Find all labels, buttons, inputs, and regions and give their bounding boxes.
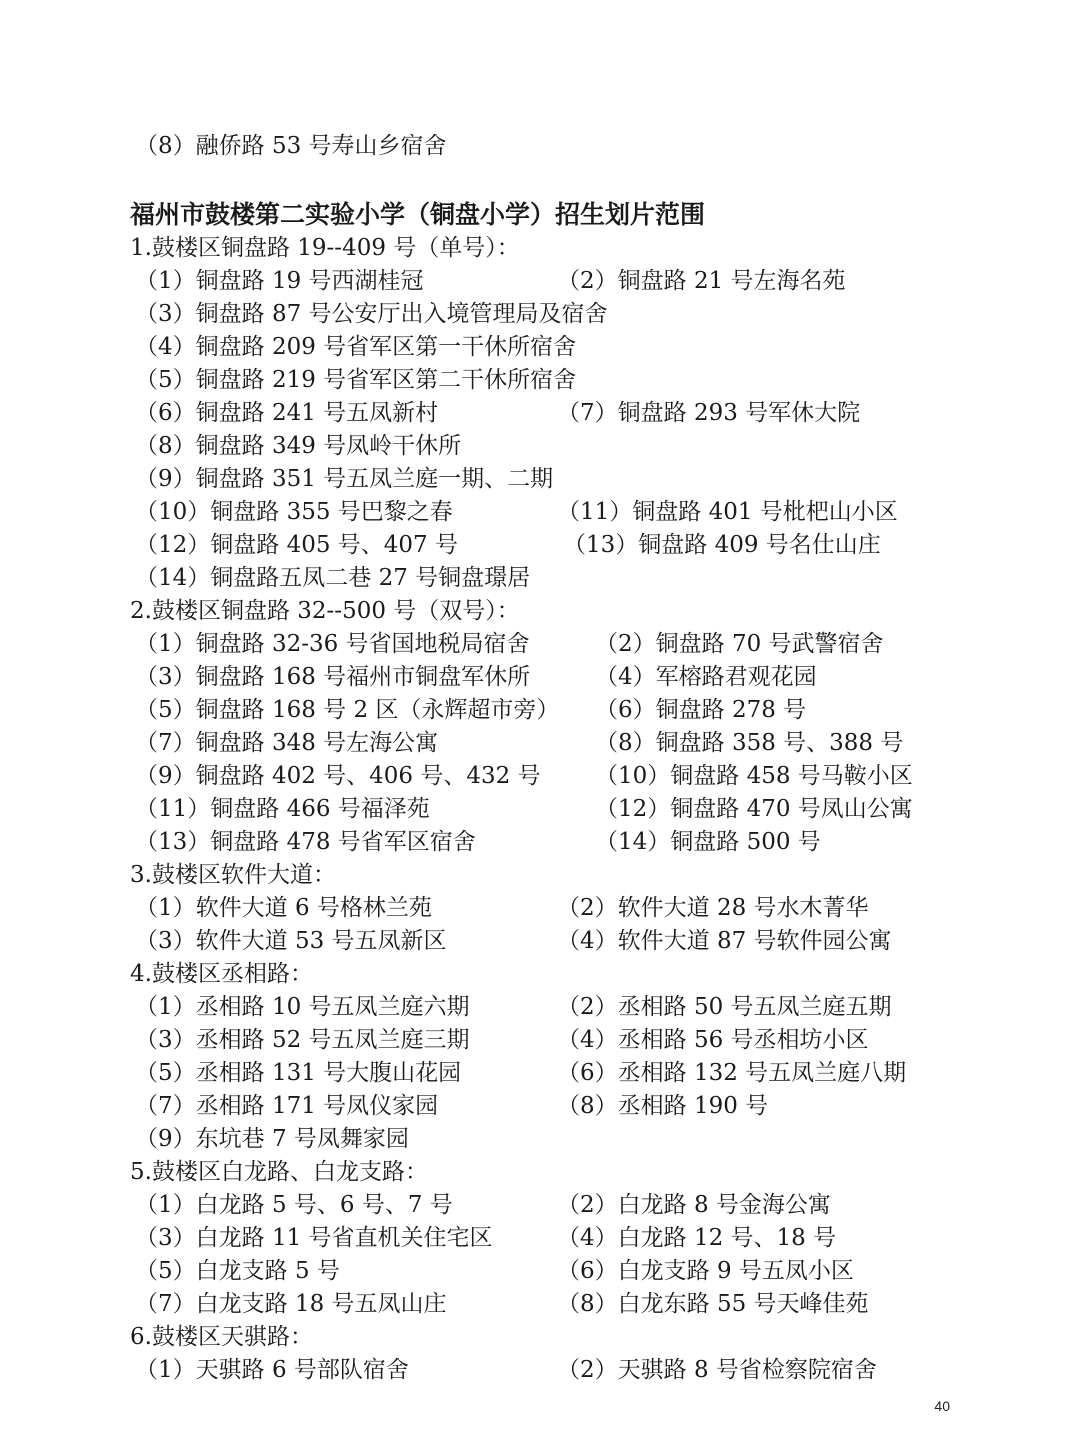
list-item: （5）丞相路 131 号大腹山花园: [135, 1060, 462, 1086]
list-row: [0, 760, 1080, 793]
list-row: [0, 1288, 1080, 1321]
list-item: （2）白龙路 8 号金海公寓: [557, 1192, 831, 1218]
section-title: [0, 859, 1080, 892]
list-item: [0, 130, 1080, 163]
list-row: [0, 892, 1080, 925]
list-item: （8）白龙东路 55 号天峰佳苑: [557, 1291, 869, 1317]
list-item: （13）铜盘路 409 号名仕山庄: [563, 532, 881, 558]
list-item: （11）铜盘路 466 号福泽苑: [135, 796, 430, 822]
section-2-title: 2.鼓楼区铜盘路 32--500 号（双号）：: [130, 598, 520, 624]
list-item: （11）铜盘路 401 号枇杷山小区: [557, 499, 898, 525]
list-row: [0, 364, 1080, 397]
list-row: [0, 661, 1080, 694]
list-item: （5）铜盘路 219 号省军区第二干休所宿舍: [135, 367, 577, 393]
list-item: （9）铜盘路 351 号五凤兰庭一期、二期: [135, 466, 554, 492]
list-row: [0, 397, 1080, 430]
list-row: [0, 331, 1080, 364]
list-item: （4）军榕路君观花园: [595, 664, 817, 690]
list-item: （8）铜盘路 349 号凤岭干休所: [135, 433, 462, 459]
list-item: （4）铜盘路 209 号省军区第一干休所宿舍: [135, 334, 577, 360]
list-item: （7）铜盘路 293 号军休大院: [557, 400, 861, 426]
section-title: [0, 1156, 1080, 1189]
list-item: （7）丞相路 171 号凤仪家园: [135, 1093, 439, 1119]
list-row: [0, 529, 1080, 562]
list-item: （14）铜盘路五凤二巷 27 号铜盘璟居: [135, 565, 531, 591]
list-item: （3）铜盘路 168 号福州市铜盘军休所: [135, 664, 531, 690]
list-item: （3）软件大道 53 号五凤新区: [135, 928, 447, 954]
list-row: [0, 496, 1080, 529]
list-row: [0, 1189, 1080, 1222]
list-row: [0, 1222, 1080, 1255]
list-item: （7）铜盘路 348 号左海公寓: [135, 730, 439, 756]
section-4-title: 4.鼓楼区丞相路：: [130, 961, 313, 987]
list-item: （7）白龙支路 18 号五凤山庄: [135, 1291, 447, 1317]
list-item: （3）铜盘路 87 号公安厅出入境管理局及宿舍: [135, 301, 608, 327]
section-title: [0, 1321, 1080, 1354]
list-item: （6）白龙支路 9 号五凤小区: [557, 1258, 854, 1284]
list-row: [0, 991, 1080, 1024]
list-item: （6）丞相路 132 号五凤兰庭八期: [557, 1060, 907, 1086]
list-row: [0, 1024, 1080, 1057]
section-6-title: 6.鼓楼区天骐路：: [130, 1324, 313, 1350]
list-item: （3）白龙路 11 号省直机关住宅区: [135, 1225, 493, 1251]
list-item: （5）铜盘路 168 号 2 区（永辉超市旁）: [135, 697, 560, 723]
list-item: （2）丞相路 50 号五凤兰庭五期: [557, 994, 892, 1020]
list-item: （4）白龙路 12 号、18 号: [557, 1225, 837, 1251]
list-item: （2）铜盘路 21 号左海名苑: [557, 268, 846, 294]
list-item: （12）铜盘路 405 号、407 号: [135, 532, 458, 558]
list-item: （5）白龙支路 5 号: [135, 1258, 340, 1284]
list-item: （8）铜盘路 358 号、388 号: [595, 730, 904, 756]
list-row: [0, 1354, 1080, 1387]
list-item: （2）铜盘路 70 号武警宿舍: [595, 631, 884, 657]
list-row: [0, 694, 1080, 727]
list-item: （1）软件大道 6 号格林兰苑: [135, 895, 432, 921]
list-item: （2）软件大道 28 号水木菁华: [557, 895, 869, 921]
list-item: （1）丞相路 10 号五凤兰庭六期: [135, 994, 470, 1020]
page-number: 40: [934, 1398, 950, 1414]
list-item: （1）铜盘路 32-36 号省国地税局宿舍: [135, 631, 530, 657]
list-item: （1）天骐路 6 号部队宿舍: [135, 1357, 409, 1383]
list-item: （6）铜盘路 241 号五凤新村: [135, 400, 439, 426]
section-5-title: 5.鼓楼区白龙路、白龙支路：: [130, 1159, 428, 1185]
list-row: [0, 1255, 1080, 1288]
list-row: [0, 793, 1080, 826]
list-row: [0, 298, 1080, 331]
list-item: （4）丞相路 56 号丞相坊小区: [557, 1027, 869, 1053]
list-item: （4）软件大道 87 号软件园公寓: [557, 928, 892, 954]
section-1-title: 1.鼓楼区铜盘路 19--409 号（单号）：: [130, 235, 520, 261]
list-item: （10）铜盘路 458 号马鞍小区: [595, 763, 913, 789]
list-item: （13）铜盘路 478 号省军区宿舍: [135, 829, 476, 855]
list-row: [0, 1057, 1080, 1090]
list-row: [0, 628, 1080, 661]
list-item: （10）铜盘路 355 号巴黎之春: [135, 499, 453, 525]
section-title: [0, 232, 1080, 265]
list-row: [0, 430, 1080, 463]
list-row: [0, 265, 1080, 298]
list-item: （8）丞相路 190 号: [557, 1093, 769, 1119]
list-row: [0, 1090, 1080, 1123]
list-item: （1）白龙路 5 号、6 号、7 号: [135, 1192, 453, 1218]
section-3-title: 3.鼓楼区软件大道：: [130, 862, 336, 888]
section-title: [0, 595, 1080, 628]
heading-text: 福州市鼓楼第二实验小学（铜盘小学）招生划片范围: [130, 200, 706, 229]
list-row: [0, 727, 1080, 760]
list-item: （14）铜盘路 500 号: [595, 829, 821, 855]
list-row: [0, 463, 1080, 496]
list-item: （1）铜盘路 19 号西湖桂冠: [135, 268, 424, 294]
list-row: [0, 562, 1080, 595]
list-row: [0, 1123, 1080, 1156]
list-item: （3）丞相路 52 号五凤兰庭三期: [135, 1027, 470, 1053]
list-item: （2）天骐路 8 号省检察院宿舍: [557, 1357, 877, 1383]
page-title: [0, 198, 1080, 231]
list-item: （9）东坑巷 7 号凤舞家园: [135, 1126, 409, 1152]
list-row: [0, 925, 1080, 958]
list-item: （12）铜盘路 470 号凤山公寓: [595, 796, 913, 822]
list-item: （6）铜盘路 278 号: [595, 697, 807, 723]
list-item: （9）铜盘路 402 号、406 号、432 号: [135, 763, 541, 789]
list-row: [0, 826, 1080, 859]
prev-item-text: （8）融侨路 53 号寿山乡宿舍: [135, 133, 447, 159]
section-title: [0, 958, 1080, 991]
